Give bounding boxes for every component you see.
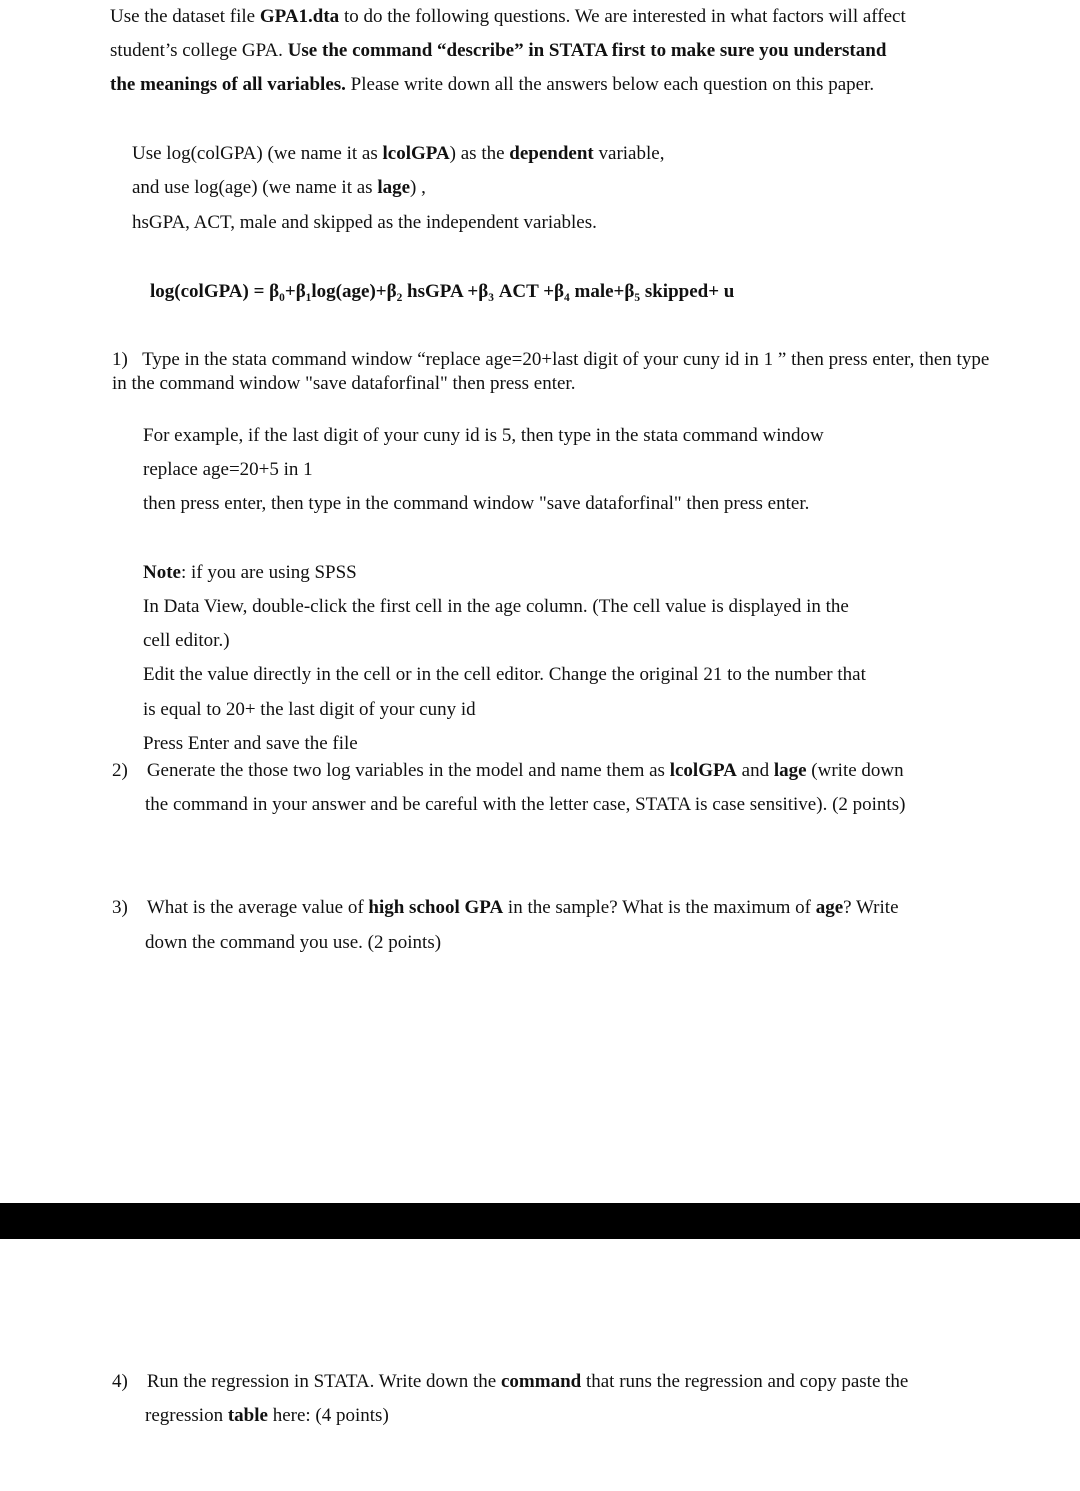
q2-text: Generate the those two log variables in the model and name them as bbox=[146, 760, 670, 781]
setup-line-3 bbox=[132, 211, 597, 235]
q1-example-text: For example, if the last digit of your cuny id is 5, then type in the stata command window bbox=[143, 425, 824, 446]
intro-text: Please write down all the answers below each question on this paper. bbox=[345, 74, 875, 95]
setup-text: hsGPA, ACT, male and skipped as the independent variables. bbox=[132, 212, 597, 233]
setup-line-1 bbox=[132, 142, 664, 166]
q3-text: What is the average value of bbox=[146, 897, 369, 918]
table-label: table bbox=[227, 1405, 268, 1426]
q1-example-command: replace age=20+5 in 1 bbox=[143, 459, 313, 480]
q1-note-line-1 bbox=[143, 561, 357, 585]
intro-bold-instruction: the meanings of all variables. bbox=[110, 74, 346, 95]
q2-text: the command in your answer and be careful with the letter case, STATA is case sensitive). (2 points) bbox=[145, 794, 906, 815]
equation-text: log(colGPA) = β₀+β₁log(age)+β₂ hsGPA +β₃ ACT +β₄ male+β₅ skipped+ u bbox=[150, 281, 735, 302]
q1-line-1 bbox=[112, 348, 989, 372]
q4-text: Run the regression in STATA. Write down the bbox=[146, 1371, 501, 1392]
setup-text: ) as the bbox=[449, 143, 510, 164]
note-text: : if you are using SPSS bbox=[180, 562, 357, 583]
intro-line-2 bbox=[110, 39, 886, 63]
var-lage: lage bbox=[377, 177, 411, 198]
q3-text: down the command you use. (2 points) bbox=[145, 932, 442, 953]
q4-number: 4) bbox=[112, 1371, 128, 1392]
q4-line-2 bbox=[145, 1404, 389, 1428]
q1-example-line-2 bbox=[143, 458, 313, 482]
q4-text: that runs the regression and copy paste the bbox=[581, 1371, 909, 1392]
dataset-filename: GPA1.dta bbox=[259, 6, 340, 27]
q2-line-2 bbox=[145, 793, 905, 817]
q1-line-2 bbox=[112, 372, 575, 396]
setup-text: Use log(colGPA) (we name it as bbox=[132, 143, 383, 164]
q4-text: here: (4 points) bbox=[267, 1405, 389, 1426]
q1-note-line-2 bbox=[143, 595, 849, 619]
q4-line-1 bbox=[112, 1370, 908, 1394]
intro-text: to do the following questions. We are interested in what factors will affect bbox=[339, 6, 906, 27]
q1-example-text: then press enter, then type in the command window "save dataforfinal" then press enter. bbox=[143, 493, 810, 514]
note-text: Edit the value directly in the cell or in the cell editor. Change the original 21 to the number that bbox=[143, 664, 866, 685]
q1-note-line-6 bbox=[143, 732, 358, 756]
q3-number: 3) bbox=[112, 897, 128, 918]
q1-text: Type in the stata command window “replace age=20+last digit of your cuny id in 1 ” then press enter, then type bbox=[142, 349, 990, 370]
regression-equation bbox=[150, 280, 734, 304]
q3-text: in the sample? What is the maximum of bbox=[503, 897, 816, 918]
q3-text: ? Write bbox=[843, 897, 899, 918]
q3-line-2 bbox=[145, 931, 441, 955]
q1-number: 1) bbox=[112, 349, 128, 370]
q2-number: 2) bbox=[112, 760, 128, 781]
high-school-gpa-label: high school GPA bbox=[368, 897, 504, 918]
page-separator-bar bbox=[0, 1203, 1080, 1239]
q2-line-1 bbox=[112, 759, 904, 783]
setup-text: and use log(age) (we name it as bbox=[132, 177, 378, 198]
note-text: is equal to 20+ the last digit of your cuny id bbox=[143, 699, 476, 720]
intro-line-3 bbox=[110, 73, 874, 97]
dependent-label: dependent bbox=[509, 143, 594, 164]
var-lcolgpa: lcolGPA bbox=[669, 760, 737, 781]
q1-note-line-5 bbox=[143, 698, 476, 722]
note-text: In Data View, double-click the first cell in the age column. (The cell value is displayed in the bbox=[143, 596, 849, 617]
var-lage: lage bbox=[773, 760, 807, 781]
intro-bold-instruction: Use the command “describe” in STATA first to make sure you understand bbox=[287, 40, 887, 61]
note-label: Note bbox=[143, 562, 181, 583]
intro-text: Use the dataset file bbox=[110, 6, 260, 27]
note-text: cell editor.) bbox=[143, 630, 230, 651]
q1-note-line-4 bbox=[143, 663, 866, 687]
q1-example-line-1 bbox=[143, 424, 824, 448]
command-label: command bbox=[500, 1371, 582, 1392]
q3-line-1 bbox=[112, 896, 899, 920]
age-label: age bbox=[815, 897, 844, 918]
q1-example-line-3 bbox=[143, 492, 809, 516]
q4-text: regression bbox=[145, 1405, 228, 1426]
intro-line-1 bbox=[110, 5, 906, 29]
var-lcolgpa: lcolGPA bbox=[382, 143, 450, 164]
q1-text: in the command window "save dataforfinal" then press enter. bbox=[112, 373, 576, 394]
q1-note-line-3 bbox=[143, 629, 230, 653]
note-text: Press Enter and save the file bbox=[143, 733, 358, 754]
intro-text: student’s college GPA. bbox=[110, 40, 288, 61]
setup-text: variable, bbox=[593, 143, 665, 164]
setup-text: ) , bbox=[410, 177, 426, 198]
q2-text: (write down bbox=[806, 760, 904, 781]
setup-line-2 bbox=[132, 176, 426, 200]
q2-text: and bbox=[736, 760, 774, 781]
